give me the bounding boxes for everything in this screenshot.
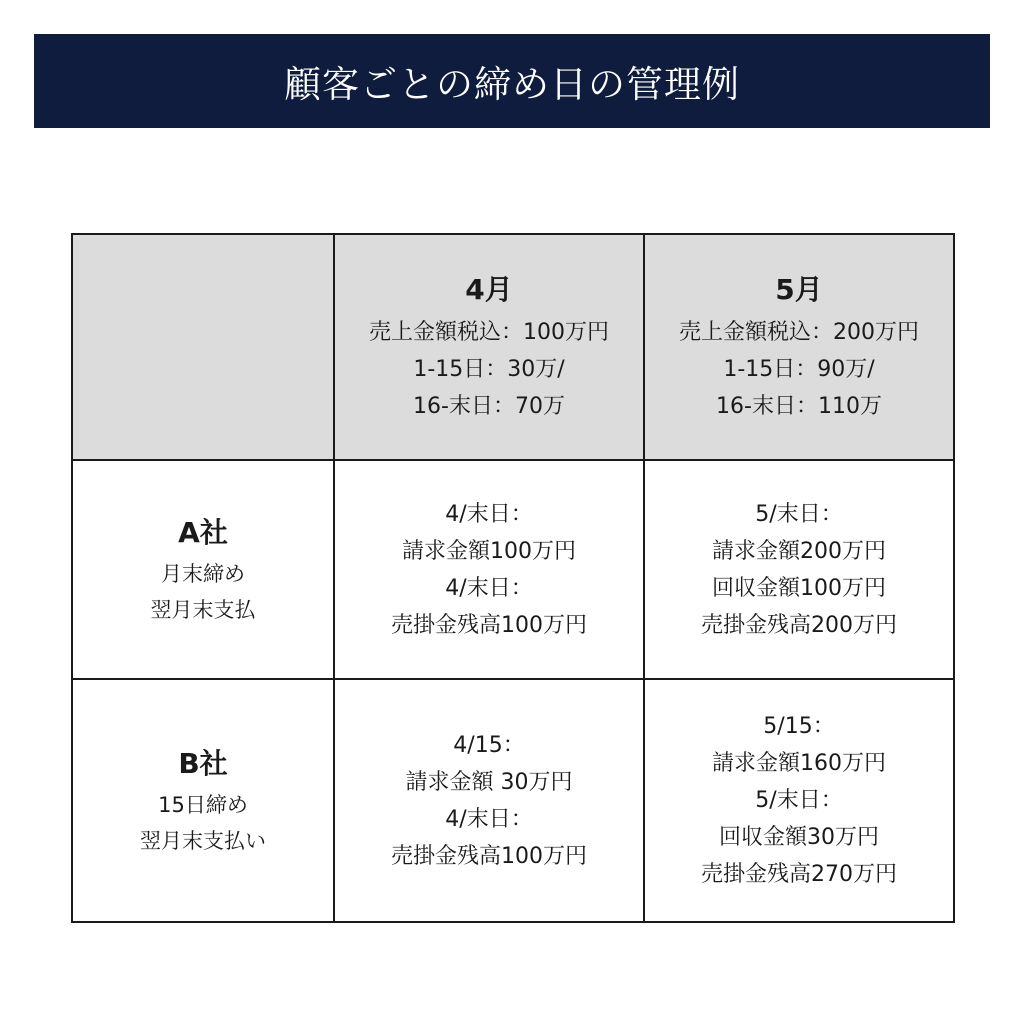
header-cell-april: [334, 234, 644, 460]
cell-line: 回収金額100万円: [712, 575, 886, 601]
company-cell-a: [72, 460, 334, 679]
company-name: B社: [178, 746, 228, 780]
cell-line: 5/末日：: [755, 501, 843, 527]
cell-a-may: [644, 460, 954, 679]
cell-line: 4/15：: [453, 732, 525, 758]
cell-line: 売掛金残高200万円: [701, 612, 897, 638]
table-row-company-a: [72, 460, 954, 679]
cell-a-april: [334, 460, 644, 679]
cell-line: 4/末日：: [445, 575, 533, 601]
cell-line: 請求金額100万円: [402, 538, 576, 564]
cell-b-may: [644, 679, 954, 922]
closing-date-table: [71, 233, 955, 923]
header-line: 1-15日：90万/: [723, 356, 875, 382]
table-header-row: [72, 234, 954, 460]
cell-line: 請求金額 30万円: [405, 769, 573, 795]
header-line: 売上金額税込：200万円: [679, 319, 919, 345]
cell-b-april: [334, 679, 644, 922]
company-name: A社: [178, 515, 228, 549]
cell-line: 売掛金残高270万円: [701, 862, 897, 887]
cell-line: 4/末日：: [445, 806, 533, 832]
title-banner: [34, 34, 990, 128]
header-line: 売上金額税込：100万円: [369, 319, 609, 345]
cell-line: 売掛金残高100万円: [391, 843, 587, 869]
month-label: 4月: [465, 272, 513, 306]
table-row-company-b: [72, 679, 954, 922]
page-title: 顧客ごとの締め日の管理例: [284, 63, 740, 106]
header-line: 16-末日：70万: [413, 393, 565, 419]
cell-line: 5/末日：: [755, 788, 843, 813]
cell-line: 4/末日：: [445, 501, 533, 527]
cell-line: 請求金額160万円: [712, 751, 886, 776]
company-terms: 翌月末支払い: [140, 828, 266, 853]
cell-line: 売掛金残高100万円: [391, 612, 587, 638]
header-empty-cell: [72, 234, 334, 460]
company-terms: 翌月末支払: [150, 597, 256, 622]
cell-line: 5/15：: [763, 714, 835, 739]
company-terms: 月末締め: [161, 561, 245, 586]
header-cell-may: [644, 234, 954, 460]
header-line: 16-末日：110万: [716, 393, 882, 419]
header-line: 1-15日：30万/: [413, 356, 565, 382]
cell-line: 回収金額30万円: [719, 825, 879, 850]
month-label: 5月: [775, 272, 823, 306]
cell-line: 請求金額200万円: [712, 538, 886, 564]
company-cell-b: [72, 679, 334, 922]
company-terms: 15日締め: [158, 792, 248, 817]
